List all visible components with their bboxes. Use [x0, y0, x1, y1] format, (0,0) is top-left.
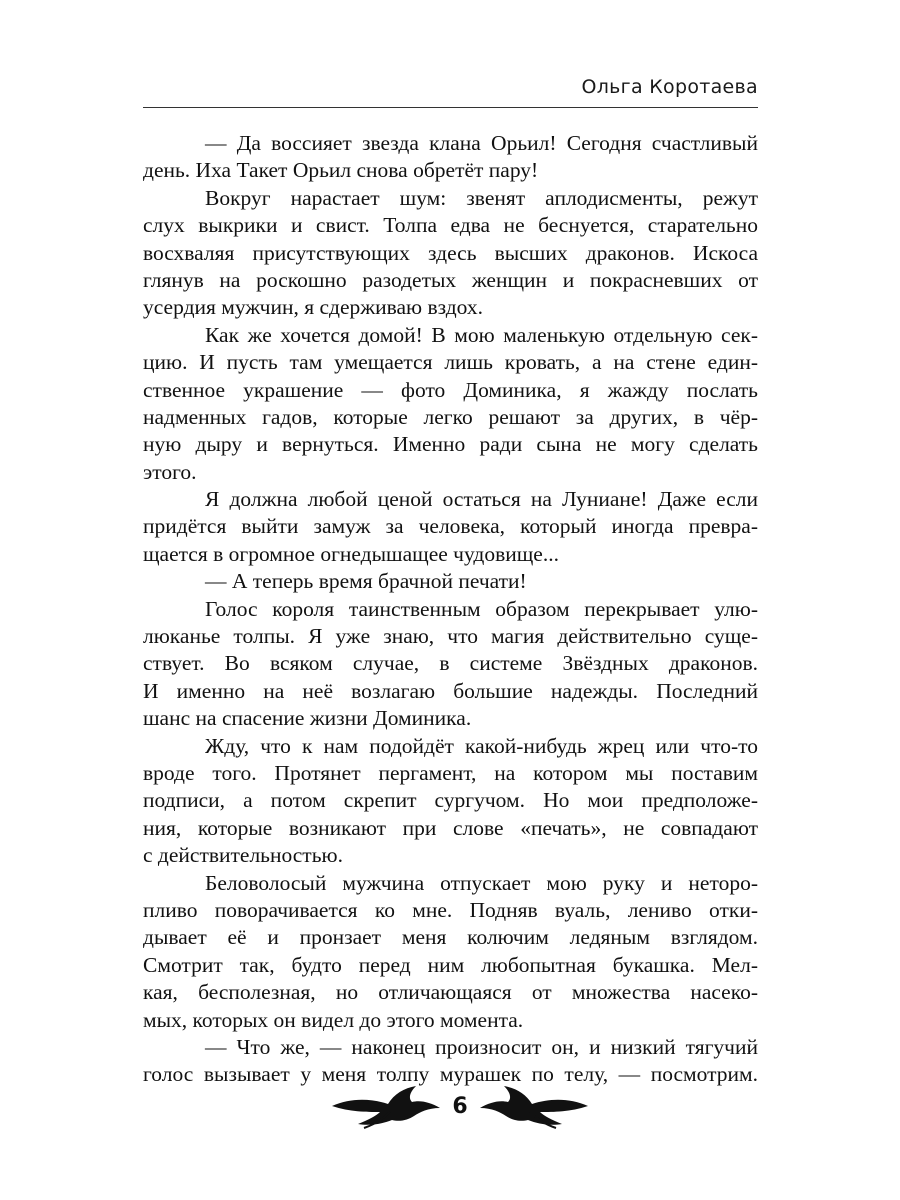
text-line: пливо поворачивается ко мне. Подняв вуаль, лениво отки-	[143, 897, 758, 922]
text-line: люканье толпы. Я уже знаю, что магия действительно суще-	[143, 624, 758, 649]
text-line: восхваляя присутствующих здесь высших драконов. Искоса	[143, 240, 758, 265]
text-line: Я должна любой ценой остаться на Луниане! Даже если	[205, 487, 758, 512]
text-line: Голос короля таинственным образом перекрывает улю-	[205, 596, 758, 621]
text-line: голос вызывает у меня толпу мурашек по телу, — посмотрим.	[143, 1062, 758, 1087]
text-line: щается в огромное огнедышащее чудовище...	[143, 541, 559, 566]
text-line: глянув на роскошно разодетых женщин и покрасневших от	[143, 267, 758, 292]
text-line: шанс на спасение жизни Доминика.	[143, 706, 472, 731]
text-line: дывает её и пронзает меня колючим ледяным взглядом.	[143, 925, 758, 950]
text-line: Вокруг нарастает шум: звенят аплодисменты, режут	[205, 185, 758, 210]
text-line: кая, бесполезная, но отличающаяся от множества насеко-	[143, 980, 758, 1005]
text-line: ственное украшение — фото Доминика, я жажду послать	[143, 377, 758, 402]
text-line: усердия мужчин, я сдерживаю вздох.	[143, 295, 484, 320]
text-line: цию. И пусть там умещается лишь кровать, а на стене един-	[143, 350, 758, 375]
header-author: Ольга Коротаева	[581, 76, 758, 98]
page-number: 6	[452, 1094, 468, 1119]
text-line: Как же хочется домой! В мою маленькую отдельную сек-	[205, 322, 758, 347]
text-line: надменных гадов, которые легко решают за других, в чёр-	[143, 404, 758, 429]
page-footer	[330, 1080, 590, 1140]
text-line: вроде того. Протянет пергамент, на котором мы поставим	[143, 760, 758, 785]
text-line: ния, которые возникают при слове «печать», не совпадают	[143, 815, 758, 840]
dragon-ornament-right-icon	[478, 1080, 590, 1130]
text-line: И именно на неё возлагаю большие надежды. Последний	[143, 678, 758, 703]
text-line: ную дыру и вернуться. Именно ради сына не могу сделать	[143, 432, 758, 457]
body-text	[143, 130, 758, 1089]
text-line: — Да воссияет звезда клана Орьил! Сегодня счастливый	[205, 131, 758, 155]
text-line: подписи, а потом скрепит сургучом. Но мои предположе-	[143, 788, 758, 813]
text-line: слух выкрики и свист. Толпа едва не беснуется, старательно	[143, 213, 758, 238]
header-rule	[143, 107, 758, 108]
text-line: Беловолосый мужчина отпускает мою руку и неторо-	[205, 870, 758, 895]
text-line: Жду, что к нам подойдёт какой-нибудь жрец или что-то	[205, 733, 758, 758]
text-line: — Что же, — наконец произносит он, и низкий тягучий	[205, 1034, 758, 1059]
text-line: — А теперь время брачной печати!	[205, 569, 527, 594]
text-line: придётся выйти замуж за человека, который иногда превра-	[143, 514, 758, 539]
text-line: Смотрит так, будто перед ним любопытная букашка. Мел-	[143, 952, 758, 977]
text-line: мых, которых он видел до этого момента.	[143, 1007, 524, 1032]
text-line: ствует. Во всяком случае, в системе Звёздных драконов.	[143, 651, 758, 676]
text-line: с действительностью.	[143, 843, 343, 868]
text-line: этого.	[143, 459, 197, 484]
text-line: день. Иха Такет Орьил снова обретёт пару!	[143, 158, 539, 183]
running-header	[143, 74, 758, 108]
